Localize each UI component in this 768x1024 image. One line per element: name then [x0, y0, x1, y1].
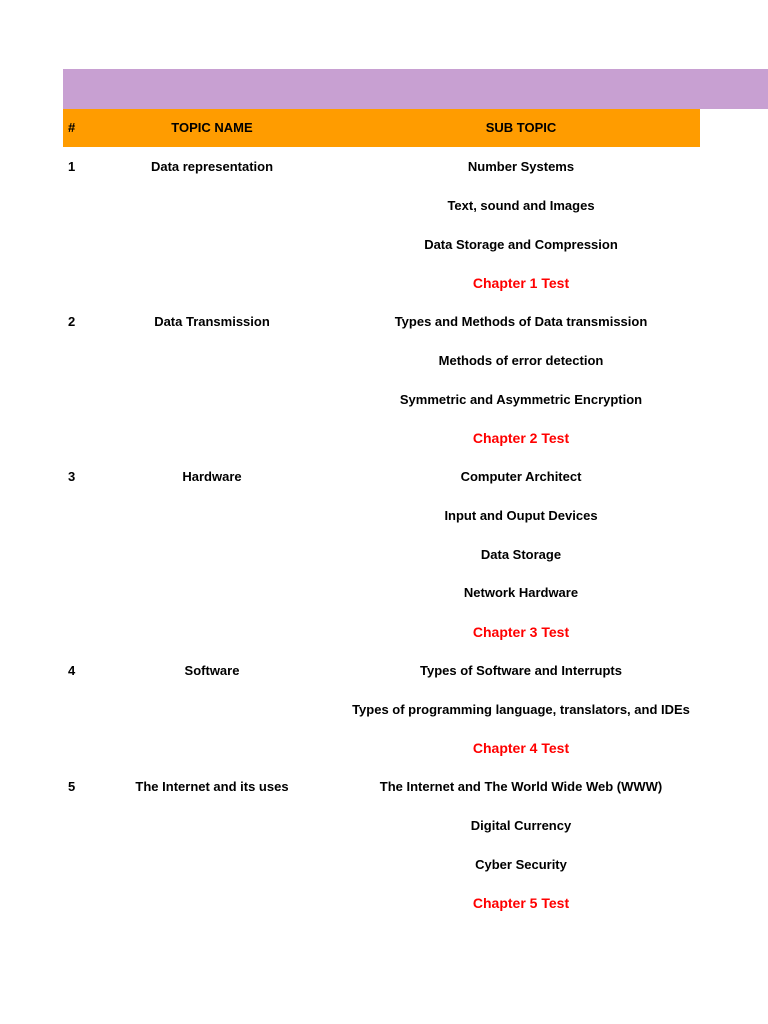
row-sub-topic: Input and Ouput Devices	[444, 508, 598, 523]
row-sub-topic: Number Systems	[467, 159, 575, 174]
row-number: 3	[68, 469, 76, 484]
header-sub-topic: SUB TOPIC	[485, 120, 557, 135]
row-topic-name: The Internet and its uses	[135, 779, 289, 794]
row-sub-topic: Computer Architect	[460, 469, 582, 484]
row-sub-topic: Data Storage and Compression	[424, 237, 618, 252]
row-sub-topic: Types of Software and Interrupts	[419, 663, 622, 678]
row-topic-name: Hardware	[182, 469, 242, 484]
row-number: 2	[68, 314, 76, 329]
title-banner	[63, 69, 768, 109]
row-number: 4	[68, 663, 76, 678]
row-sub-topic: Types of programming language, translators, and IDEs	[352, 702, 690, 717]
row-number: 5	[68, 779, 76, 794]
row-topic-name: Data representation	[150, 159, 274, 174]
header-topic-name: TOPIC NAME	[171, 120, 253, 135]
row-sub-topic: Text, sound and Images	[447, 198, 595, 213]
chapter-test-label: Chapter 2 Test	[472, 430, 570, 446]
chapter-test-label: Chapter 4 Test	[472, 740, 570, 756]
chapter-test-label: Chapter 1 Test	[472, 275, 570, 291]
row-sub-topic: Digital Currency	[470, 818, 572, 833]
row-sub-topic: Symmetric and Asymmetric Encryption	[399, 392, 643, 407]
chapter-test-label: Chapter 5 Test	[472, 895, 570, 911]
row-topic-name: Data Transmission	[154, 314, 270, 329]
row-sub-topic: Data Storage	[480, 547, 562, 562]
row-sub-topic: Cyber Security	[475, 857, 567, 872]
row-sub-topic: Network Hardware	[463, 585, 579, 600]
row-sub-topic: Types and Methods of Data transmission	[394, 314, 648, 329]
row-sub-topic: Methods of error detection	[438, 353, 604, 368]
header-number: #	[68, 120, 76, 135]
row-sub-topic: The Internet and The World Wide Web (WWW)	[379, 779, 663, 794]
row-number: 1	[68, 159, 76, 174]
row-topic-name: Software	[184, 663, 240, 678]
chapter-test-label: Chapter 3 Test	[472, 624, 570, 640]
